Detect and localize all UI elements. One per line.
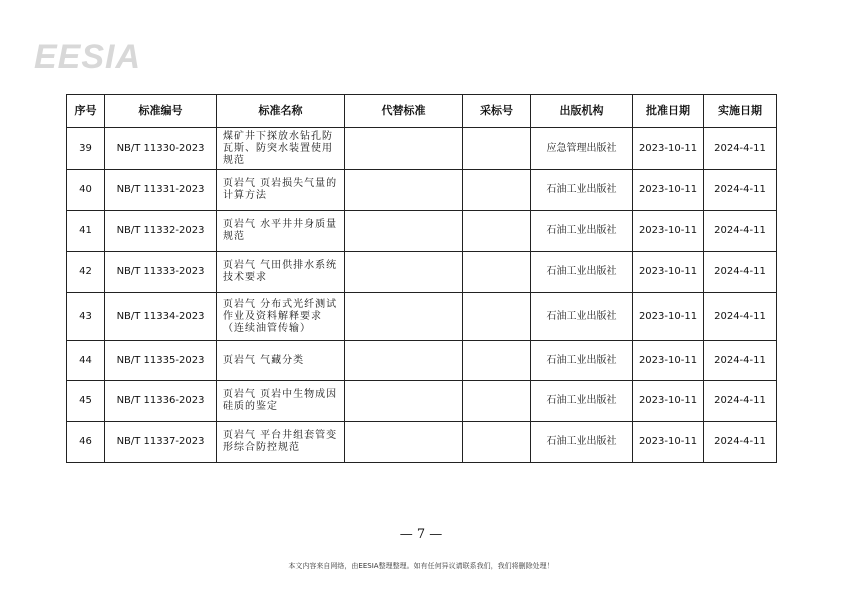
- cell-adopted: [463, 211, 531, 252]
- cell-approved: 2023-10-11: [633, 252, 704, 293]
- cell-approved: 2023-10-11: [633, 293, 704, 341]
- header-cell-no: 序号: [67, 95, 105, 128]
- cell-adopted: [463, 170, 531, 211]
- cell-effective: 2024-4-11: [704, 341, 777, 381]
- header-cell-name: 标准名称: [217, 95, 345, 128]
- cell-replaces: [345, 341, 463, 381]
- header-cell-effective: 实施日期: [704, 95, 777, 128]
- page-number: — 7 —: [399, 527, 443, 542]
- table-row: [67, 128, 777, 170]
- cell-code: NB/T 11337-2023: [105, 422, 217, 463]
- table-row: [67, 252, 777, 293]
- cell-approved: 2023-10-11: [633, 422, 704, 463]
- table-row: [67, 341, 777, 381]
- cell-name: 页岩气 气藏分类: [217, 341, 345, 381]
- header-cell-publisher: 出版机构: [531, 95, 633, 128]
- cell-replaces: [345, 422, 463, 463]
- cell-code: NB/T 11334-2023: [105, 293, 217, 341]
- cell-no: 43: [67, 293, 105, 341]
- cell-effective: 2024-4-11: [704, 211, 777, 252]
- table-header-row: [67, 95, 777, 128]
- cell-code: NB/T 11336-2023: [105, 381, 217, 422]
- cell-adopted: [463, 128, 531, 170]
- cell-replaces: [345, 252, 463, 293]
- standards-table: [66, 94, 777, 463]
- cell-publisher: 石油工业出版社: [531, 252, 633, 293]
- cell-effective: 2024-4-11: [704, 293, 777, 341]
- cell-no: 40: [67, 170, 105, 211]
- cell-no: 41: [67, 211, 105, 252]
- cell-replaces: [345, 381, 463, 422]
- header-cell-approved: 批准日期: [633, 95, 704, 128]
- table-row: [67, 381, 777, 422]
- cell-code: NB/T 11331-2023: [105, 170, 217, 211]
- cell-no: 39: [67, 128, 105, 170]
- cell-replaces: [345, 211, 463, 252]
- cell-publisher: 石油工业出版社: [531, 422, 633, 463]
- cell-effective: 2024-4-11: [704, 252, 777, 293]
- cell-adopted: [463, 341, 531, 381]
- table-row: [67, 422, 777, 463]
- cell-no: 44: [67, 341, 105, 381]
- cell-publisher: 石油工业出版社: [531, 381, 633, 422]
- cell-no: 45: [67, 381, 105, 422]
- table-row: [67, 170, 777, 211]
- cell-approved: 2023-10-11: [633, 170, 704, 211]
- cell-no: 42: [67, 252, 105, 293]
- cell-publisher: 石油工业出版社: [531, 293, 633, 341]
- table-row: [67, 211, 777, 252]
- cell-approved: 2023-10-11: [633, 381, 704, 422]
- eesia-logo: EESIA: [34, 38, 142, 76]
- cell-code: NB/T 11330-2023: [105, 128, 217, 170]
- table-row: [67, 293, 777, 341]
- cell-adopted: [463, 252, 531, 293]
- cell-name: 页岩气 水平井井身质量规范: [217, 211, 345, 252]
- cell-publisher: 应急管理出版社: [531, 128, 633, 170]
- cell-adopted: [463, 293, 531, 341]
- cell-adopted: [463, 422, 531, 463]
- cell-publisher: 石油工业出版社: [531, 211, 633, 252]
- header-cell-code: 标准编号: [105, 95, 217, 128]
- cell-code: NB/T 11335-2023: [105, 341, 217, 381]
- cell-effective: 2024-4-11: [704, 170, 777, 211]
- cell-name: 页岩气 页岩损失气量的计算方法: [217, 170, 345, 211]
- cell-name: 页岩气 平台井组套管变形综合防控规范: [217, 422, 345, 463]
- cell-effective: 2024-4-11: [704, 128, 777, 170]
- cell-publisher: 石油工业出版社: [531, 341, 633, 381]
- cell-approved: 2023-10-11: [633, 341, 704, 381]
- header-cell-adopted: 采标号: [463, 95, 531, 128]
- cell-code: NB/T 11332-2023: [105, 211, 217, 252]
- cell-adopted: [463, 381, 531, 422]
- cell-replaces: [345, 128, 463, 170]
- cell-name: 页岩气 分布式光纤测试作业及资料解释要求（连续油管传输）: [217, 293, 345, 341]
- cell-approved: 2023-10-11: [633, 128, 704, 170]
- cell-effective: 2024-4-11: [704, 422, 777, 463]
- cell-effective: 2024-4-11: [704, 381, 777, 422]
- header-cell-replaces: 代替标准: [345, 95, 463, 128]
- cell-name: 页岩气 气田供排水系统技术要求: [217, 252, 345, 293]
- cell-publisher: 石油工业出版社: [531, 170, 633, 211]
- cell-name: 煤矿井下探放水钻孔防瓦斯、防突水装置使用规范: [217, 128, 345, 170]
- cell-approved: 2023-10-11: [633, 211, 704, 252]
- cell-no: 46: [67, 422, 105, 463]
- cell-code: NB/T 11333-2023: [105, 252, 217, 293]
- cell-name: 页岩气 页岩中生物成因硅质的鉴定: [217, 381, 345, 422]
- footer-note: 本文内容来自网络，由EESIA整理整理。如有任何异议请联系我们，我们将删除处理！: [288, 562, 554, 570]
- cell-replaces: [345, 293, 463, 341]
- cell-replaces: [345, 170, 463, 211]
